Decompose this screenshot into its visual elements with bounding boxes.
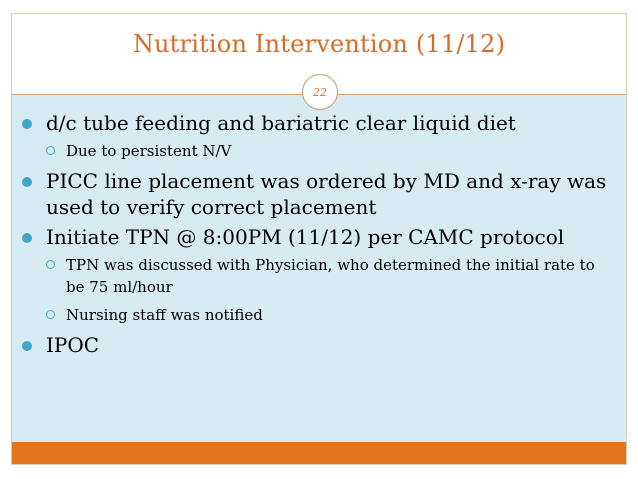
filled-bullet-icon bbox=[22, 119, 32, 129]
bullet-text: Initiate TPN @ 8:00PM (11/12) per CAMC protocol bbox=[46, 225, 565, 249]
bullet-list bbox=[20, 110, 610, 362]
bullet-text: IPOC bbox=[46, 333, 100, 357]
footer-bar bbox=[12, 442, 626, 464]
sub-bullet-item bbox=[20, 254, 610, 298]
slide-number-badge: 22 bbox=[302, 74, 338, 110]
filled-bullet-icon bbox=[22, 341, 32, 351]
bullet-text: d/c tube feeding and bariatric clear liquid diet bbox=[46, 111, 516, 135]
bullet-item bbox=[20, 168, 610, 220]
hollow-bullet-icon bbox=[46, 310, 55, 319]
sub-bullet-text: TPN was discussed with Physician, who determined the initial rate to be 75 ml/hour bbox=[66, 256, 595, 296]
bullet-item bbox=[20, 110, 610, 136]
sub-bullet-text: Due to persistent N/V bbox=[66, 142, 232, 160]
hollow-bullet-icon bbox=[46, 146, 55, 155]
slide-title: Nutrition Intervention (11/12) bbox=[132, 30, 506, 58]
sub-bullet-item bbox=[20, 140, 610, 162]
sub-bullet-item bbox=[20, 304, 610, 326]
filled-bullet-icon bbox=[22, 177, 32, 187]
hollow-bullet-icon bbox=[46, 260, 55, 269]
sub-bullet-text: Nursing staff was notified bbox=[66, 306, 263, 324]
bullet-text: PICC line placement was ordered by MD and x-ray was used to verify correct placement bbox=[46, 169, 607, 219]
filled-bullet-icon bbox=[22, 233, 32, 243]
bullet-item bbox=[20, 224, 610, 250]
bullet-item bbox=[20, 332, 610, 358]
